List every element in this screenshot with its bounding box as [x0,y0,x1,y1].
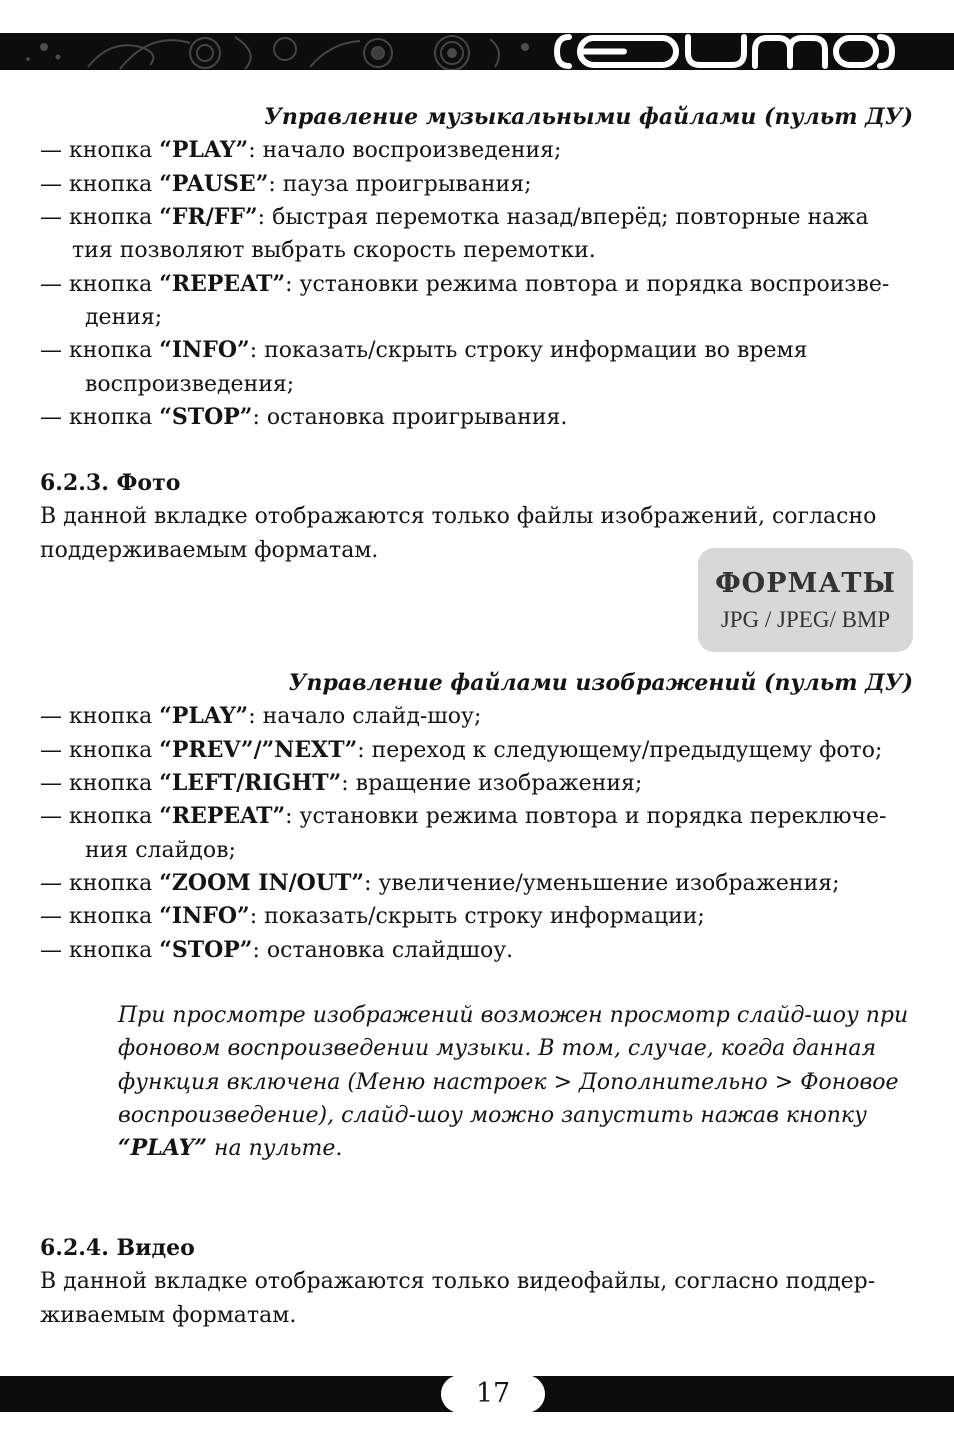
item-description: : показать/скрыть строку информации во время [249,338,808,364]
slideshow-note [118,999,913,1166]
video-section [40,1232,913,1332]
item-prefix: — кнопка [40,737,160,763]
page-number: 17 [441,1375,545,1413]
list-item-continuation: ния слайдов; [85,837,236,863]
qumo-logo [552,33,897,70]
music-controls-heading: Управление музыкальными файлами (пульт ДУ) [264,104,913,130]
item-prefix: — кнопка [40,870,160,896]
section-title: 6.2.4. Видео [40,1235,195,1261]
item-description: : установки режима повтора и порядка переключе- [285,804,887,830]
remote-key-label: “PLAY” [159,137,249,164]
list-item [40,767,913,800]
header-band [0,33,954,70]
remote-key-label: “ZOOM IN/OUT” [159,869,365,896]
remote-key-label: “REPEAT” [159,270,286,297]
item-description: : остановка слайдшоу. [252,937,514,963]
remote-key-label: “STOP” [159,403,253,430]
list-item [40,401,913,434]
list-item-continuation: воспроизведения; [85,371,295,397]
note-line: фоновом воспроизведении музыки. В том, случае, когда данная [118,1036,877,1062]
item-prefix: — кнопка [40,404,160,430]
decorative-pattern [0,33,552,70]
paragraph-line: В данной вкладке отображаются только видеофайлы, согласно поддер- [40,1269,876,1295]
item-description: : увеличение/уменьшение изображения; [364,870,840,896]
item-prefix: — кнопка [40,804,160,830]
note-line: функция включена (Меню настроек > Дополнительно > Фоновое [118,1069,899,1095]
remote-key-label: “PLAY” [159,703,249,730]
list-item [40,268,913,301]
item-prefix: — кнопка [40,704,160,730]
remote-key-label: “REPEAT” [159,803,286,830]
list-item [40,900,913,933]
remote-key-label: “INFO” [159,903,250,930]
item-prefix: — кнопка [40,904,160,930]
paragraph-line: поддерживаемым форматам. [40,537,379,563]
item-description: : начало воспроизведения; [248,138,562,164]
item-prefix: — кнопка [40,770,160,796]
item-description: : остановка проигрывания. [252,404,568,430]
photo-controls-heading: Управление файлами изображений (пульт ДУ) [288,670,913,696]
paragraph-line: живаемым форматам. [40,1302,297,1328]
item-description: : начало слайд-шоу; [248,704,482,730]
item-prefix: — кнопка [40,204,160,230]
list-item-continuation: дения; [85,304,163,330]
item-description: : установки режима повтора и порядка воспроизве- [285,271,890,297]
formats-box [698,548,913,652]
list-item [40,334,913,367]
list-item [40,134,913,167]
item-prefix: — кнопка [40,138,160,164]
item-description: : пауза проигрывания; [268,171,532,197]
item-description: : быстрая перемотка назад/вперёд; повторные нажа [257,204,869,230]
list-item-continuation: тия позволяют выбрать скорость перемотки. [72,238,596,264]
list-item [40,934,913,967]
list-item [40,800,913,833]
note-line: При просмотре изображений возможен просмотр слайд-шоу при [118,1003,909,1028]
remote-key-label: “STOP” [159,936,253,963]
list-item [40,201,913,234]
note-text: на пульте. [207,1136,343,1162]
photo-controls-section [40,667,913,967]
item-prefix: — кнопка [40,937,160,963]
remote-key-label: “PREV”/”NEXT” [159,736,358,763]
note-line: воспроизведение), слайд-шоу можно запустить нажав кнопку [118,1102,867,1128]
note-line [118,1132,913,1165]
list-item [40,700,913,733]
list-item [40,168,913,201]
item-prefix: — кнопка [40,171,160,197]
remote-key-label: “LEFT/RIGHT” [159,769,342,796]
remote-key-label: “PLAY” [118,1135,207,1162]
item-prefix: — кнопка [40,338,160,364]
paragraph-line: В данной вкладке отображаются только файлы изображений, согласно [40,504,877,530]
list-item [40,867,913,900]
remote-key-label: “FR/FF” [159,203,258,230]
section-title: 6.2.3. Фото [40,470,181,496]
item-description: : вращение изображения; [341,770,643,796]
remote-key-label: “PAUSE” [159,170,269,197]
item-prefix: — кнопка [40,271,160,297]
list-item [40,734,913,767]
item-description: : переход к следующему/предыдущему фото; [357,737,883,763]
item-description: : показать/скрыть строку информации; [249,904,705,930]
remote-key-label: “INFO” [159,337,250,364]
music-controls-section [40,101,913,434]
formats-title: ФОРМАТЫ [715,568,896,599]
formats-list: JPG / JPEG/ BMP [720,607,891,632]
